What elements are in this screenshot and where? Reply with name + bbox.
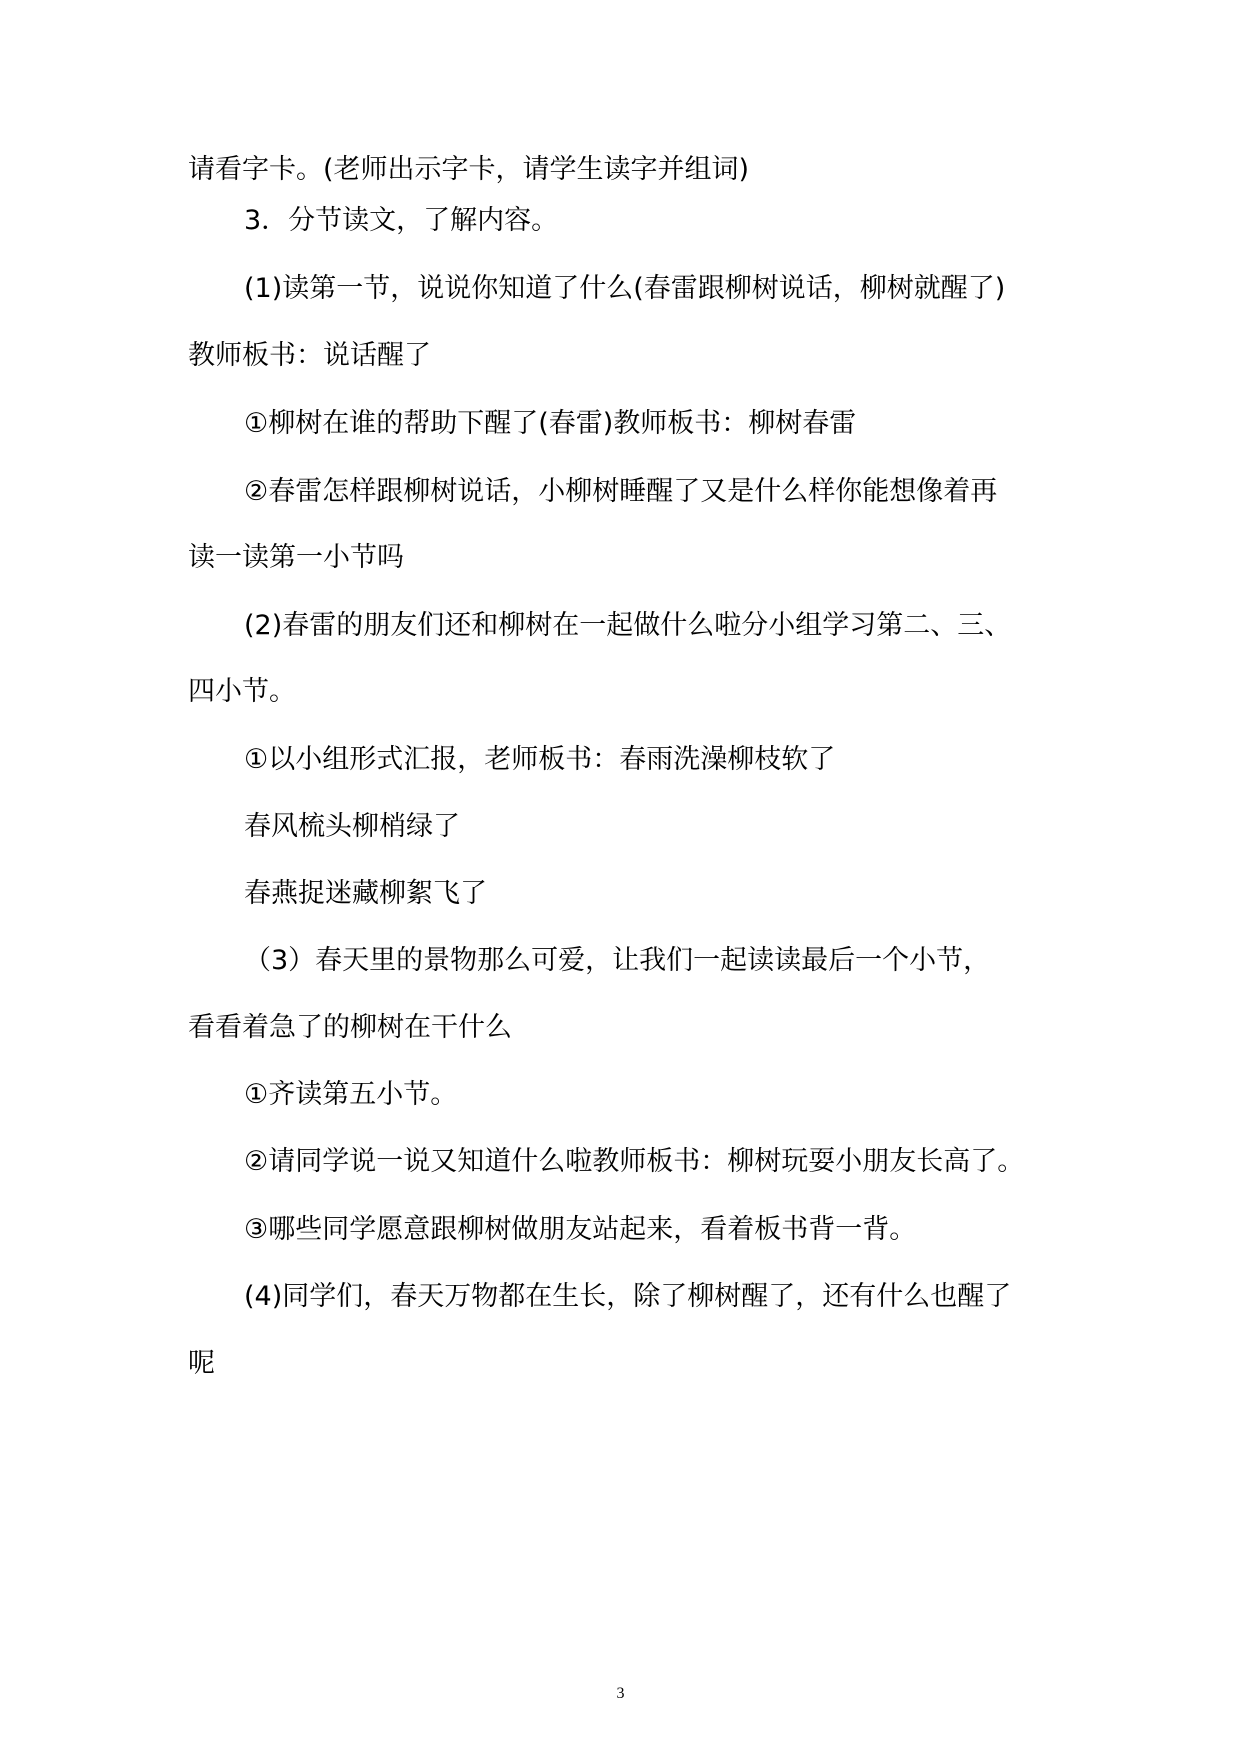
text-line-9: 四小节。: [188, 676, 296, 707]
text-line-7: 读一读第一小节吗: [188, 542, 404, 573]
text-line-12: 春燕捉迷藏柳絮飞了: [244, 878, 487, 909]
text-line-13: （3）春天里的景物那么可爱，让我们一起读读最后一个小节，: [244, 945, 991, 976]
text-line-19: 呢: [188, 1348, 215, 1379]
text-line-17: ③哪些同学愿意跟柳树做朋友站起来，看着板书背一背。: [244, 1214, 917, 1245]
page-number: 3: [616, 1685, 625, 1702]
text-line-10: ①以小组形式汇报，老师板书：春雨洗澡柳枝软了: [244, 744, 836, 775]
text-line-18: (4)同学们，春天万物都在生长，除了柳树醒了，还有什么也醒了: [244, 1281, 1012, 1312]
text-line-11: 春风梳头柳梢绿了: [244, 811, 460, 842]
text-line-4: 教师板书：说话醒了: [188, 340, 431, 371]
text-line-15: ①齐读第五小节。: [244, 1079, 458, 1110]
text-line-2: 3．分节读文，了解内容。: [244, 205, 559, 236]
text-line-3: (1)读第一节，说说你知道了什么(春雷跟柳树说话，柳树就醒了): [244, 273, 1006, 304]
text-line-5: ①柳树在谁的帮助下醒了(春雷)教师板书：柳树春雷: [244, 408, 857, 439]
text-line-14: 看看着急了的柳树在干什么: [188, 1012, 512, 1043]
text-line-1: 请看字卡。(老师出示字卡，请学生读字并组词): [188, 154, 750, 185]
text-line-8: (2)春雷的朋友们还和柳树在一起做什么啦分小组学习第二、三、: [244, 610, 1012, 641]
text-line-16: ②请同学说一说又知道什么啦教师板书：柳树玩耍小朋友长高了。: [244, 1146, 1025, 1177]
text-line-6: ②春雷怎样跟柳树说话，小柳树睡醒了又是什么样你能想像着再: [244, 476, 998, 507]
